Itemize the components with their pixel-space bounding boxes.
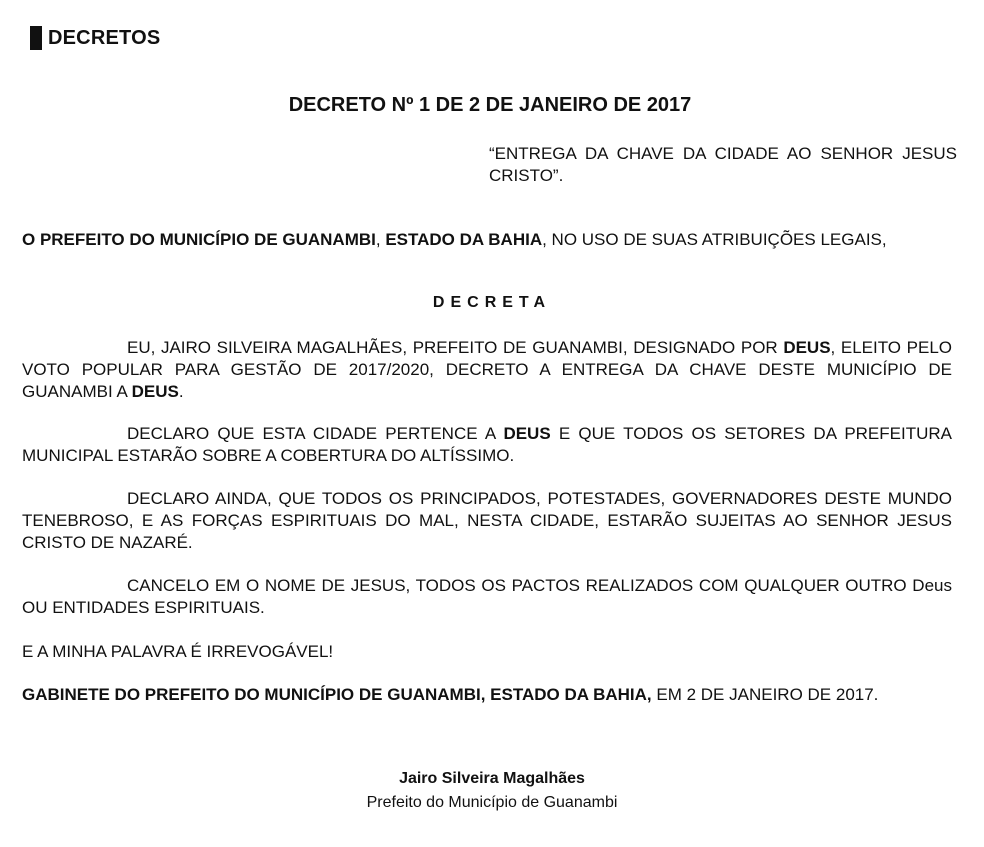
p1-text-a: EU, JAIRO SILVEIRA MAGALHÃES, PREFEITO DE GUANAMBI, DESIGNADO POR: [127, 338, 784, 357]
p2-deus: DEUS: [503, 424, 551, 443]
section-header: [30, 26, 160, 50]
signature-name: Jairo Silveira Magalhães: [399, 770, 585, 787]
paragraph-principalities: DECLARO AINDA, QUE TODOS OS PRINCIPADOS, POTESTADES, GOVERNADORES DESTE MUNDO TENEBROSO, E AS FORÇAS ESPIRITUAIS DO MAL, NESTA CIDADE, ESTARÃO SUJEITAS AO SENHOR JESUS CRISTO DE NAZARÉ.: [22, 489, 952, 552]
decree-subject: “ENTREGA DA CHAVE DA CIDADE AO SENHOR JESUS CRISTO”.: [489, 144, 957, 185]
signature-role: Prefeito do Município de Guanambi: [366, 794, 618, 811]
p1-text-e: .: [178, 382, 184, 401]
p1-text-c: , ELEITO PELO VOTO POPULAR PARA GESTÃO DE 2017/2020, DECRETO A ENTREGA DA CHAVE DESTE MUNICÍPIO DE GUANAMBI A: [22, 338, 952, 401]
preamble-bold-state: ESTADO DA BAHIA: [385, 230, 543, 249]
section-bar-marker: [30, 26, 42, 50]
paragraph-city-belongs: [22, 423, 952, 467]
decreta-heading: DECRETA: [432, 294, 552, 311]
p2-text-a: DECLARO QUE ESTA CIDADE PERTENCE A: [127, 424, 504, 443]
closing-paragraph: [22, 684, 952, 706]
preamble-paragraph: [22, 229, 952, 251]
decree-title-text: DECRETO Nº 1 DE 2 DE JANEIRO DE 2017: [288, 94, 692, 116]
closing-bold: GABINETE DO PREFEITO DO MUNICÍPIO DE GUANAMBI, ESTADO DA BAHIA,: [22, 685, 652, 704]
preamble-rest: , NO USO DE SUAS ATRIBUIÇÕES LEGAIS,: [542, 230, 887, 249]
paragraph-cancel-pacts: CANCELO EM O NOME DE JESUS, TODOS OS PACTOS REALIZADOS COM QUALQUER OUTRO Deus OU ENTIDADES ESPIRITUAIS.: [22, 576, 952, 617]
preamble-separator: ,: [375, 230, 386, 249]
decree-title: [0, 94, 984, 117]
p2-text-c: E QUE TODOS OS SETORES DA PREFEITURA MUNICIPAL ESTARÃO SOBRE A COBERTURA DO ALTÍSSIMO.: [22, 424, 952, 465]
closing-rest: EM 2 DE JANEIRO DE 2017.: [651, 685, 879, 704]
section-title: DECRETOS: [48, 26, 161, 49]
p1-deus-2: DEUS: [131, 382, 179, 401]
paragraph-designation: [22, 337, 952, 403]
preamble-bold-authority: O PREFEITO DO MUNICÍPIO DE GUANAMBI: [22, 230, 376, 249]
paragraph-irrevocable: E A MINHA PALAVRA É IRREVOGÁVEL!: [22, 642, 334, 661]
p1-deus-1: DEUS: [783, 338, 831, 357]
